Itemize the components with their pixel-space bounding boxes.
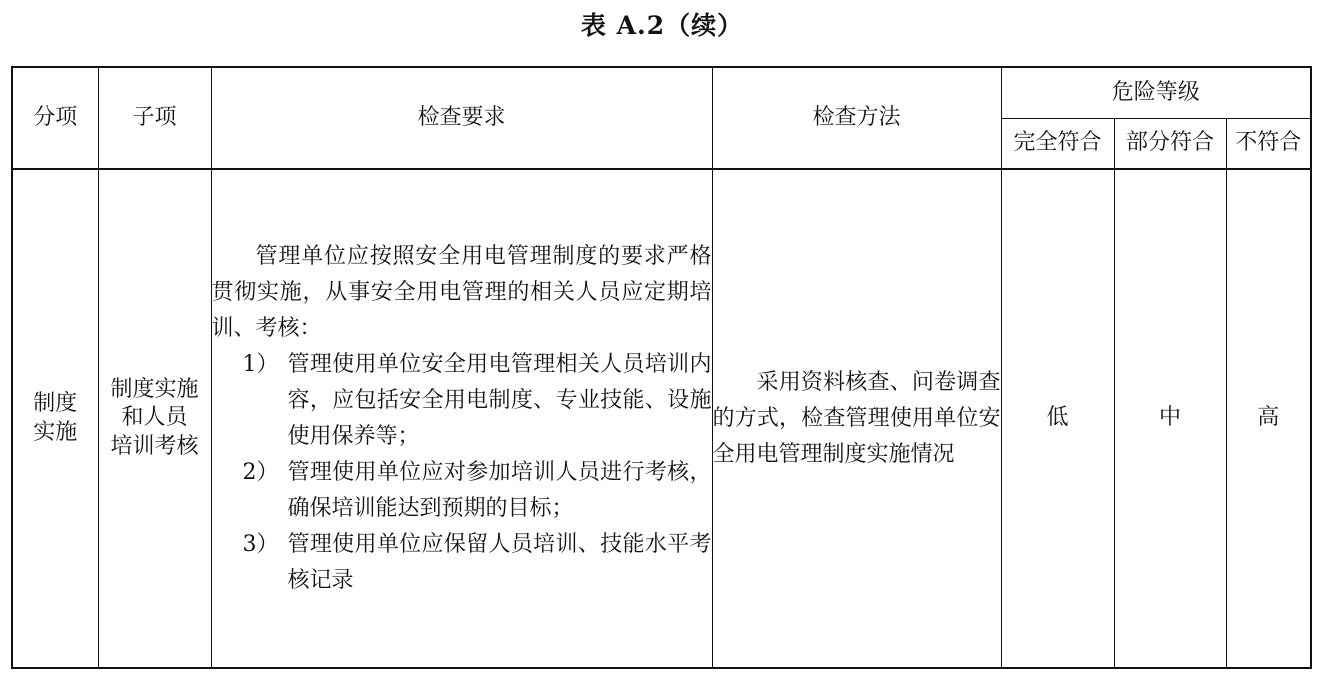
requirement-list	[212, 347, 712, 599]
subitem-cell	[98, 169, 211, 668]
subitem-line: 培训考核	[110, 433, 199, 459]
method-text: 采用资料核查、问卷调查的方式，检查管理使用单位安全用电管理制度实施情况	[712, 369, 1001, 467]
requirement-item	[212, 455, 712, 527]
category-line: 制度	[33, 390, 78, 416]
subitem-line: 和人员	[121, 405, 188, 431]
header-category: 分项	[12, 67, 98, 169]
header-risk-level: 危险等级	[1001, 67, 1311, 119]
subitem-line: 制度实施	[110, 376, 199, 402]
header-requirement: 检查要求	[211, 67, 712, 169]
risk-full-cell: 低	[1001, 169, 1114, 668]
requirement-item-number: 2）	[242, 459, 279, 485]
method-cell	[712, 169, 1001, 668]
requirement-item-number: 3）	[242, 531, 279, 557]
header-partial-compliance: 部分符合	[1114, 119, 1226, 170]
header-row	[12, 67, 1311, 119]
header-subitem: 子项	[98, 67, 211, 169]
table-caption: 表 A.2（续）	[580, 11, 744, 40]
requirement-item	[212, 527, 712, 599]
requirement-intro: 管理单位应按照安全用电管理制度的要求严格贯彻实施，从事安全用电管理的相关人员应定期培训、考核：	[211, 243, 712, 341]
risk-partial-cell: 中	[1114, 169, 1226, 668]
requirement-item-text: 管理使用单位应对参加培训人员进行考核，确保培训能达到预期的目标；	[287, 459, 712, 521]
requirement-item-text: 管理使用单位安全用电管理相关人员培训内容，应包括安全用电制度、专业技能、设施使用保养等；	[287, 351, 712, 449]
requirement-cell	[211, 169, 712, 668]
requirement-item-number: 1）	[242, 351, 279, 377]
category-cell	[12, 169, 98, 668]
category-line: 实施	[33, 419, 78, 445]
header-method: 检查方法	[712, 67, 1001, 169]
header-non-compliance: 不符合	[1226, 119, 1311, 170]
requirement-item	[212, 347, 712, 455]
table-row	[12, 169, 1311, 668]
requirement-item-text: 管理使用单位应保留人员培训、技能水平考核记录	[287, 531, 712, 593]
header-full-compliance: 完全符合	[1001, 119, 1114, 170]
risk-non-cell: 高	[1226, 169, 1311, 668]
inspection-table	[11, 66, 1312, 669]
